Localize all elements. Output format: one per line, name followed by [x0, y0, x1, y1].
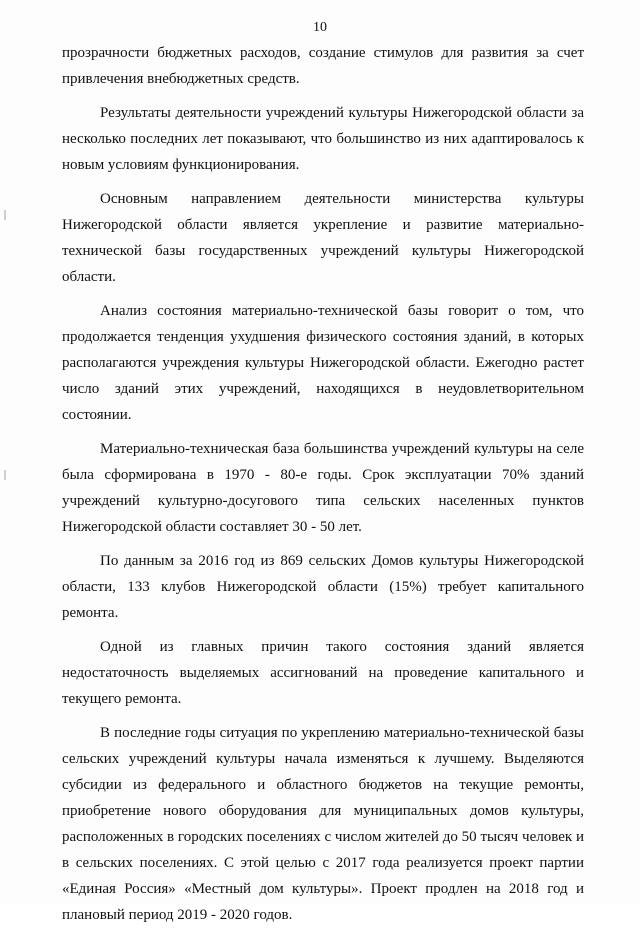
paragraph: По данным за 2016 год из 869 сельских Домов культуры Нижегородской области, 133 клубов Нижегородской области (15%) требует капитального ремонта. — [62, 553, 584, 621]
paragraph: Основным направлением деятельности министерства культуры Нижегородской области является укрепление и развитие материально-технической базы государственных учреждений культуры Нижегородской области. — [62, 191, 584, 285]
paragraph: Материально-техническая база большинства учреждений культуры на селе была сформирована в 1970 - 80-е годы. Срок эксплуатации 70% зданий учреждений культурно-досугового типа сельских населенных пунктов Нижегородской области составляет 30 - 50 лет. — [62, 441, 584, 535]
paragraph: Результаты деятельности учреждений культуры Нижегородской области за несколько последних лет показывают, что большинство из них адаптировалось к новым условиям функционирования. — [62, 105, 584, 173]
paragraph: Одной из главных причин такого состояния зданий является недостаточность выделяемых ассигнований на проведение капитального и текущего ремонта. — [62, 639, 584, 707]
page-number: 10 — [313, 20, 327, 35]
paragraph: В последние годы ситуация по укреплению материально-технической базы сельских учреждений культуры начала изменяться к лучшему. Выделяются субсидии из федерального и областного бюджетов на текущие ремонты, приобретение нового оборудования для муниципальных домов культуры, расположенных в городских поселениях с числом жителей до 50 тысяч человек и в сельских поселениях. С этой целью с 2017 года реализуется проект партии «Единая Россия» «Местный дом культуры». Проект продлен на 2018 год и плановый период 2019 - 2020 годов. — [62, 725, 584, 923]
document-body — [62, 40, 584, 936]
paragraph: Анализ состояния материально-технической базы говорит о том, что продолжается тенденция ухудшения физического состояния зданий, в которых располагаются учреждения культуры Нижегородской области. Ежегодно растет число зданий этих учреждений, находящихся в неудовлетворительном состоянии. — [62, 303, 584, 423]
paragraph-continuation: прозрачности бюджетных расходов, создание стимулов для развития за счет привлечения внебюджетных средств. — [62, 45, 584, 87]
scan-margin-mark — [4, 210, 6, 220]
scan-margin-mark — [4, 470, 6, 480]
